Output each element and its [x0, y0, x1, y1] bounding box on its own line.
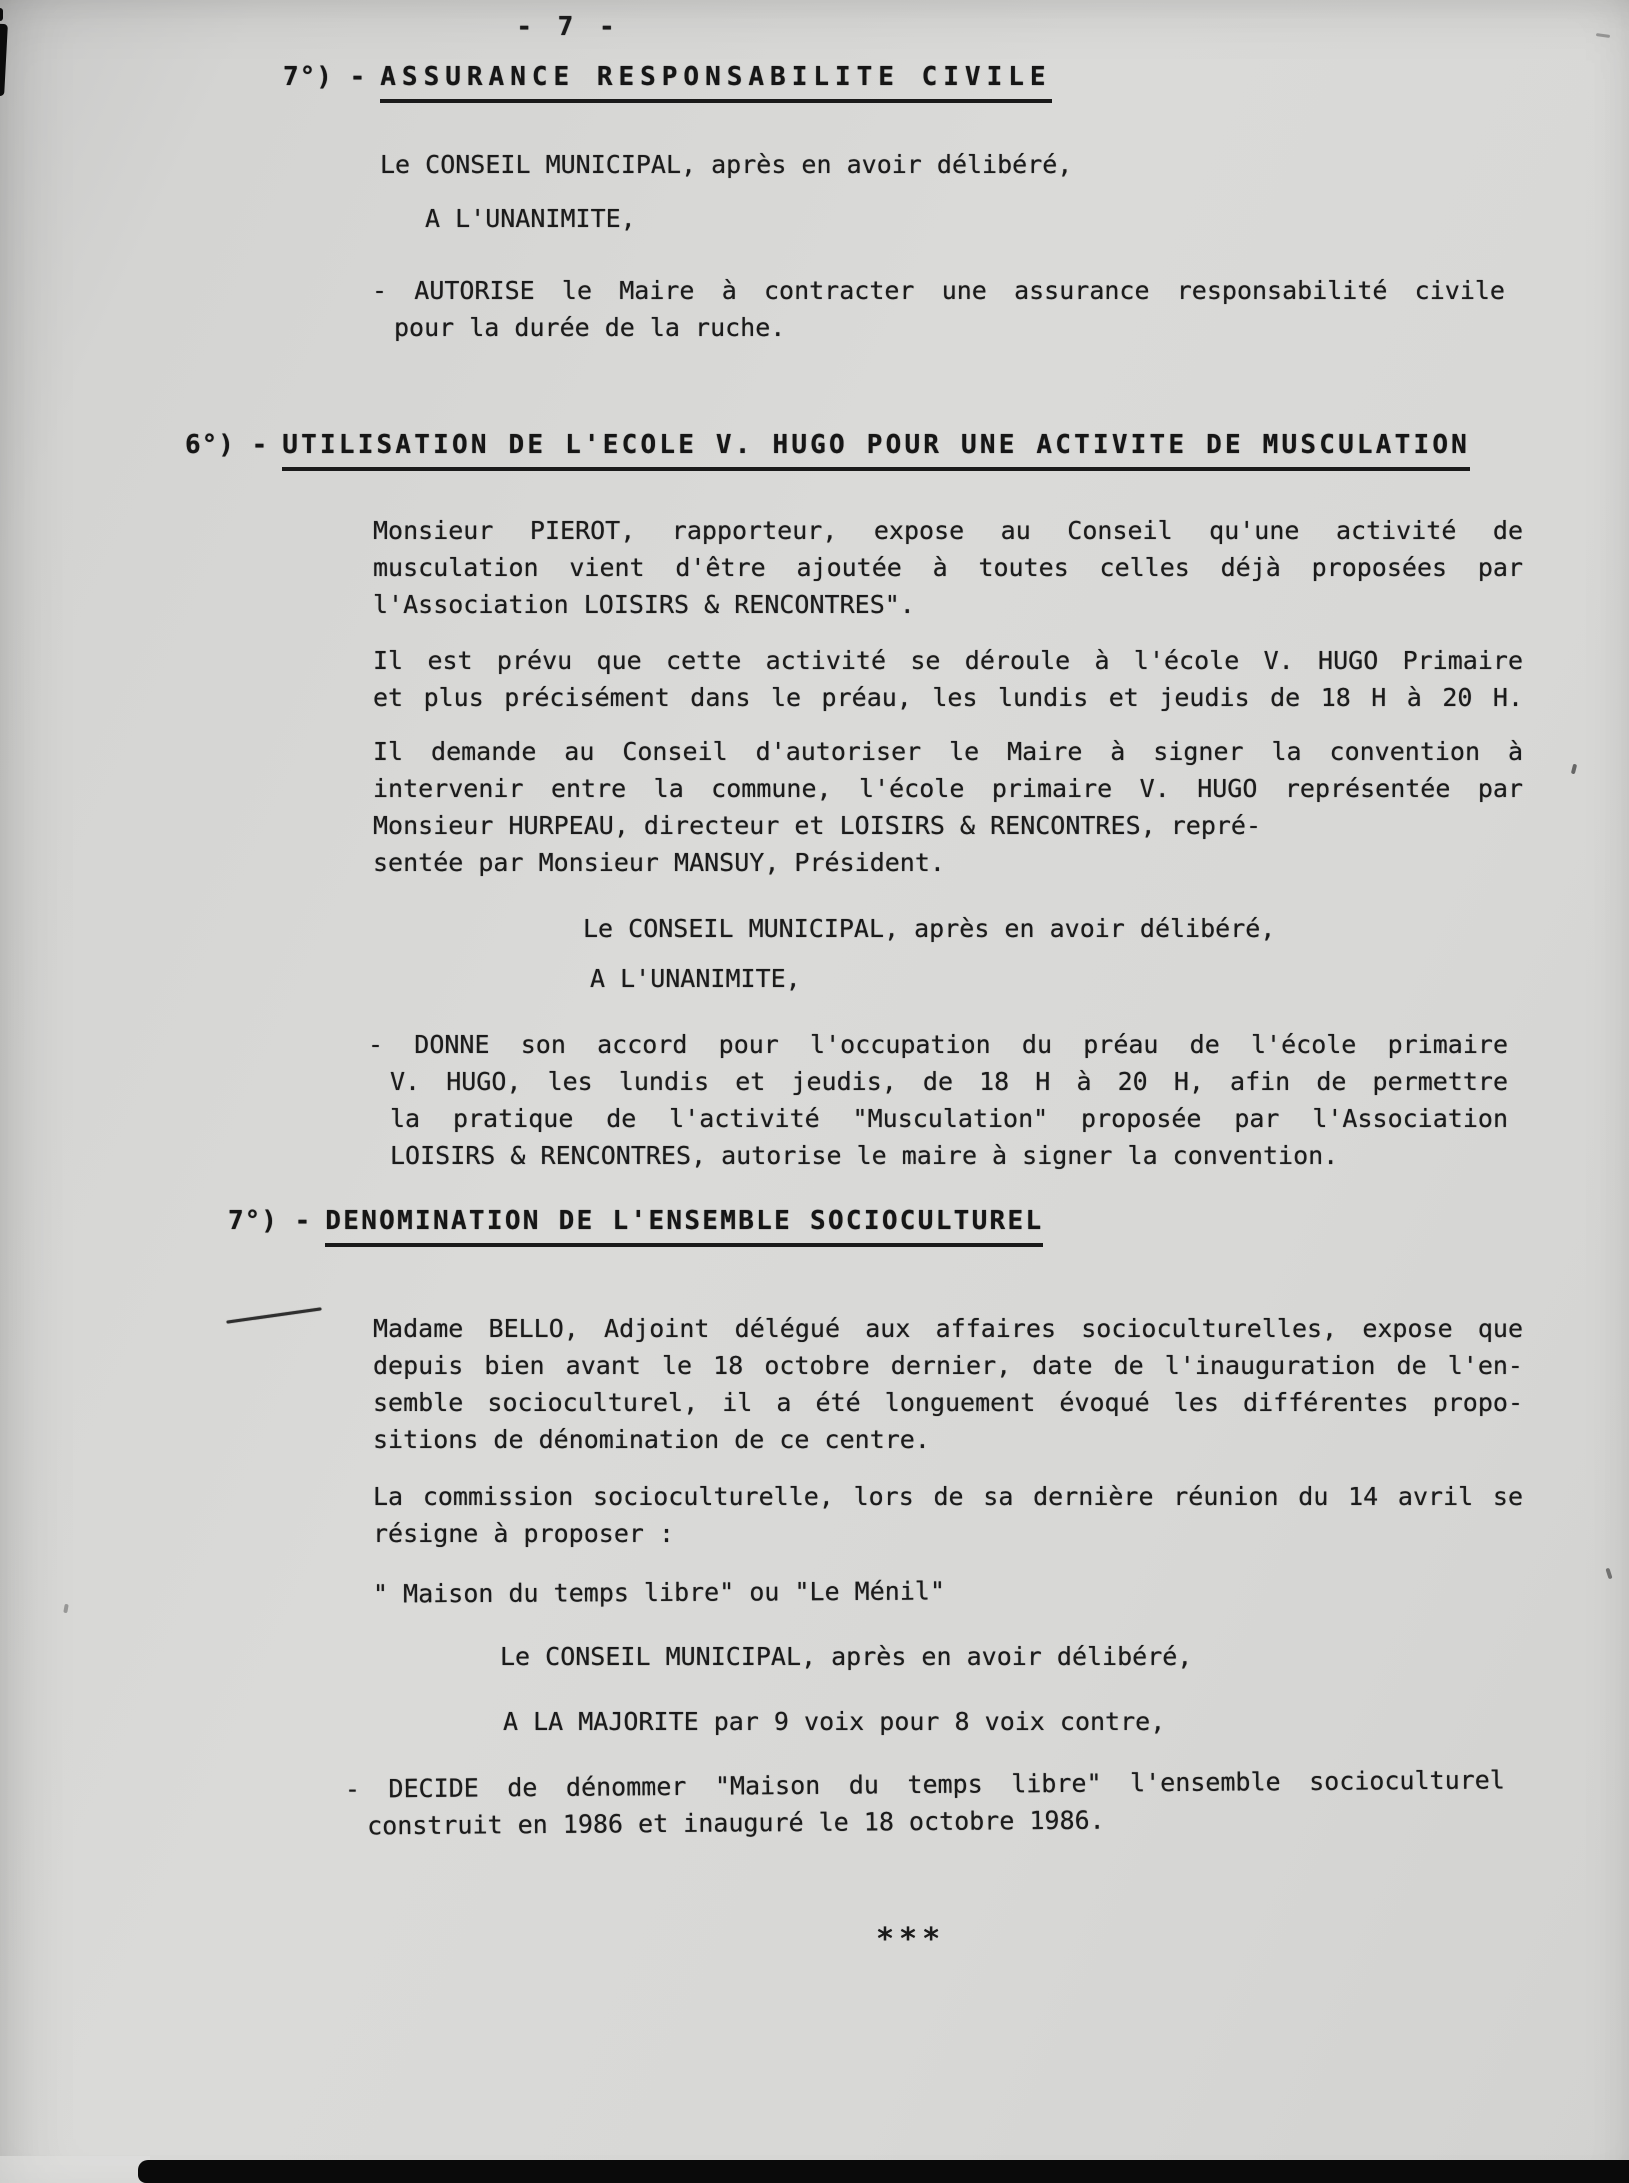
- section-number: 7°) -: [228, 1206, 312, 1236]
- paragraph-line: - DECIDE de dénommer "Maison du temps libre" l'ensemble socioculturel: [344, 1765, 1505, 1804]
- scan-bottom-paper-edge: [0, 2156, 150, 2183]
- body-paragraph: [373, 733, 1523, 881]
- page-number: - 7 -: [516, 12, 620, 42]
- body-paragraph: [373, 642, 1523, 716]
- handwritten-pen-mark: [226, 1307, 321, 1323]
- paragraph-line: construit en 1986 et inauguré le 18 octobre 1986.: [367, 1805, 1105, 1841]
- paragraph-line: La commission socioculturelle, lors de sa dernière réunion du 14 avril se: [373, 1482, 1523, 1511]
- paragraph-line: pour la durée de la ruche.: [394, 313, 786, 342]
- proposal-line: " Maison du temps libre" ou "Le Ménil": [372, 1576, 946, 1609]
- body-paragraph: [373, 1478, 1523, 1552]
- scan-edge-artifact-top-left: [0, 24, 8, 96]
- vote-line: A L'UNANIMITE,: [425, 204, 636, 233]
- section-heading-denomination: [228, 1206, 1043, 1236]
- scan-speck-left-lower: [63, 1604, 69, 1614]
- deliberation-line: Le CONSEIL MUNICIPAL, après en avoir délibéré,: [380, 150, 1073, 179]
- decision-paragraph: [368, 1026, 1508, 1174]
- section-title: DENOMINATION DE L'ENSEMBLE SOCIOCULTUREL: [325, 1206, 1043, 1247]
- paragraph-line: sitions de dénomination de ce centre.: [373, 1425, 930, 1454]
- body-paragraph: [373, 512, 1523, 623]
- paragraph-line: et plus précisément dans le préau, les lundis et jeudis de 18 H à 20 H.: [373, 683, 1523, 712]
- paragraph-line: LOISIRS & RENCONTRES, autorise le maire à signer la convention.: [390, 1141, 1339, 1170]
- paragraph-line: Monsieur HURPEAU, directeur et LOISIRS & RENCONTRES, repré-: [373, 811, 1262, 840]
- scan-edge-artifact-top-left-small: [0, 8, 3, 21]
- body-paragraph: [373, 1310, 1523, 1458]
- paragraph-line: la pratique de l'activité "Musculation" proposée par l'Association: [390, 1104, 1508, 1133]
- decision-paragraph: [372, 272, 1505, 346]
- paragraph-line: résigne à proposer :: [373, 1519, 675, 1548]
- scan-speck-right-lower: [1605, 1568, 1612, 1580]
- paragraph-line: semble socioculturel, il a été longuement évoqué les différentes propo-: [373, 1388, 1523, 1417]
- paragraph-line: - AUTORISE le Maire à contracter une assurance responsabilité civile: [372, 276, 1505, 305]
- deliberation-line: Le CONSEIL MUNICIPAL, après en avoir délibéré,: [500, 1642, 1193, 1671]
- section-number: 6°) -: [185, 430, 269, 460]
- paragraph-line: sentée par Monsieur MANSUY, Président.: [373, 848, 945, 877]
- paragraph-line: Monsieur PIEROT, rapporteur, expose au Conseil qu'une activité de: [373, 516, 1523, 545]
- section-number: 7°) -: [283, 62, 367, 92]
- section-heading-utilisation: [185, 430, 1470, 460]
- scan-speck-right-margin: [1571, 764, 1577, 775]
- vote-line: A L'UNANIMITE,: [590, 964, 801, 993]
- paragraph-line: Il demande au Conseil d'autoriser le Maire à signer la convention à: [373, 737, 1523, 766]
- section-title: UTILISATION DE L'ECOLE V. HUGO POUR UNE ACTIVITE DE MUSCULATION: [282, 430, 1470, 471]
- vote-line: A LA MAJORITE par 9 voix pour 8 voix contre,: [503, 1707, 1166, 1736]
- paragraph-line: - DONNE son accord pour l'occupation du préau de l'école primaire: [368, 1030, 1508, 1059]
- paragraph-line: Madame BELLO, Adjoint délégué aux affaires socioculturelles, expose que: [373, 1314, 1523, 1343]
- section-heading-assurance: [283, 62, 1052, 92]
- scan-bottom-bar: [138, 2160, 1629, 2183]
- paragraph-line: musculation vient d'être ajoutée à toutes celles déjà proposées par: [373, 553, 1523, 582]
- paragraph-line: Il est prévu que cette activité se déroule à l'école V. HUGO Primaire: [373, 646, 1523, 675]
- paragraph-line: depuis bien avant le 18 octobre dernier, date de l'inauguration de l'en-: [373, 1351, 1523, 1380]
- scan-speck-top-right: [1596, 33, 1610, 38]
- section-end-mark: ***: [876, 1922, 946, 1957]
- paragraph-line: l'Association LOISIRS & RENCONTRES".: [373, 590, 915, 619]
- decision-paragraph: [345, 1761, 1506, 1844]
- deliberation-line: Le CONSEIL MUNICIPAL, après en avoir délibéré,: [583, 914, 1276, 943]
- section-title: ASSURANCE RESPONSABILITE CIVILE: [380, 62, 1051, 103]
- paragraph-line: V. HUGO, les lundis et jeudis, de 18 H à 20 H, afin de permettre: [390, 1067, 1508, 1096]
- paragraph-line: intervenir entre la commune, l'école primaire V. HUGO représentée par: [373, 774, 1523, 803]
